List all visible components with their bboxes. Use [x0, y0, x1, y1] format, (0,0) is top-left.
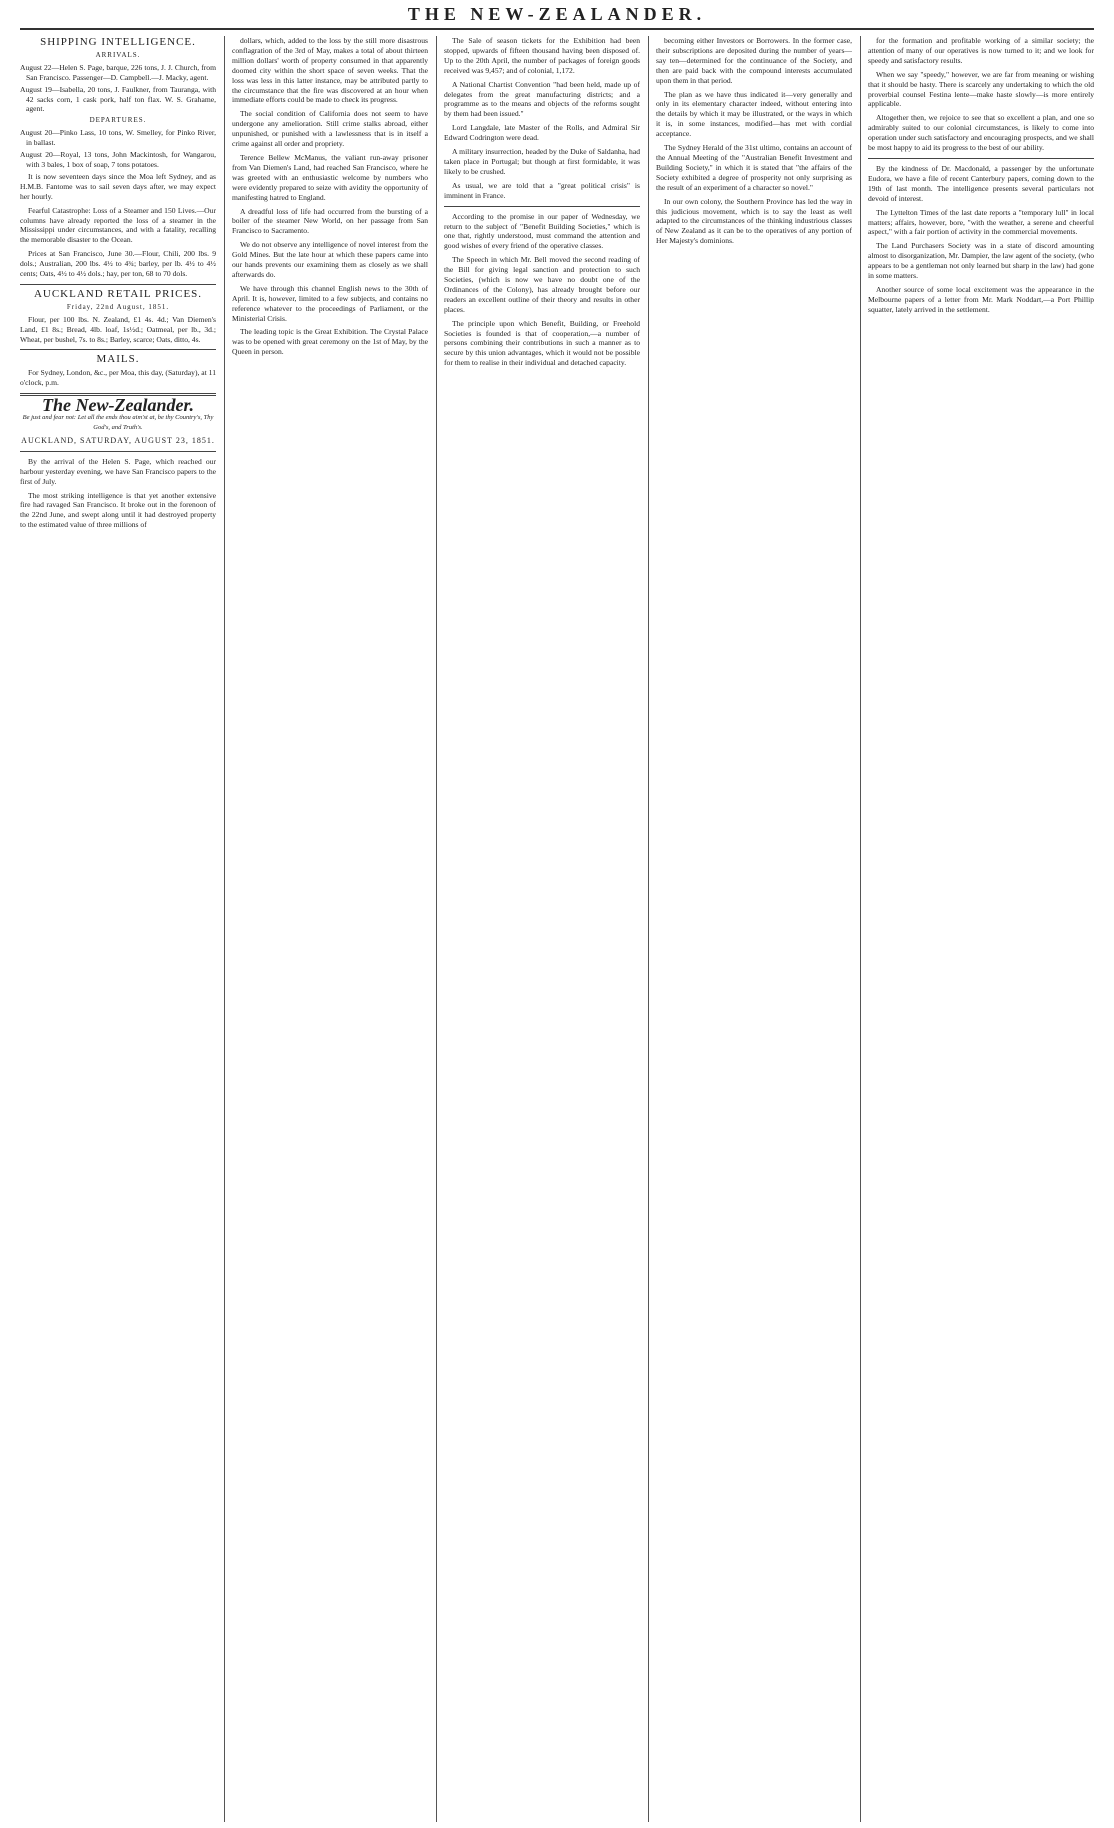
article-paragraph: A military insurrection, headed by the Duke of Saldanha, had taken place in Portugal; but though at first formidable, it was likely to be crushed.: [444, 147, 640, 176]
column-3: [444, 36, 640, 1822]
departures-title: DEPARTURES.: [89, 116, 147, 125]
column-5: [868, 36, 1094, 1822]
article-paragraph: The Land Purchasers Society was in a state of discord amounting almost to disorganization, Mr. Dampier, the law agent of the society, (who appears to be a gentleman not only learned but sharp in the law) had gone in some matters.: [868, 241, 1094, 281]
column-rule: [860, 36, 861, 1822]
article-paragraph: According to the promise in our paper of Wednesday, we return to the subject of "Benefit Building Societies," which is one that, rightly understood, must command the attention and good wishes of every friend of the operative classes.: [444, 211, 640, 251]
arrival-entry: August 22—Helen S. Page, barque, 226 tons, J. J. Church, from San Francisco. Passenger—D. Campbell.—J. Macky, agent.: [20, 62, 216, 82]
departure-entry: August 20—Royal, 13 tons, John Mackintosh, for Wangarou, with 3 bales, 1 box of soap, 7 tons potatoes.: [20, 150, 216, 169]
article-paragraph: We do not observe any intelligence of novel interest from the Gold Mines. But the late hour at which these papers came into our hands prevents our examining them as closely as we shall afterwards do.: [232, 240, 428, 279]
article-paragraph: The Lyttelton Times of the last date reports a "temporary lull" in local matters; affairs, however, bore, "with the weather, a serene and cheerful aspect," with a fair portion of activity in the commercial movements.: [868, 207, 1094, 237]
newspaper-columns: [20, 36, 1094, 1822]
article-paragraph: becoming either Investors or Borrowers. In the former case, their subscriptions are deposited during the number of years—say ten—determined for the continuance of the Society, and then are paid back with the compound interests accumulated upon them in that period.: [656, 36, 852, 85]
lead-paragraph: By the arrival of the Helen S. Page, which reached our harbour yesterday evening, we have San Francisco papers to the first of July.: [20, 456, 216, 486]
article-paragraph: The leading topic is the Great Exhibition. The Crystal Palace was to be opened with great ceremony on the 1st of May, by the Queen in person.: [232, 327, 428, 357]
column-rule: [224, 36, 225, 1822]
mails-paragraph: For Sydney, London, &c., per Moa, this day, (Saturday), at 11 o'clock, p.m.: [20, 368, 216, 388]
article-paragraph: The Sydney Herald of the 31st ultimo, contains an account of the Annual Meeting of the "Australian Benefit Investment and Building Society," in which it is stated that "the affairs of the Society exhibited a degree of prosperity not only surprising as the result of an experiment of a character so novel.": [656, 143, 852, 192]
lead-paragraph-2: The most striking intelligence is that yet another extensive fire had ravaged San Francisco. It broke out in the forenoon of the 22nd June, and swept along until it had destroyed property to the estimated value of three millions of: [20, 490, 216, 530]
column-1: [20, 36, 216, 1822]
retail-prices-title: AUCKLAND RETAIL PRICES.: [33, 287, 203, 300]
paper-title: The New-Zealander.: [42, 395, 194, 416]
departure-entry: August 20—Pinko Lass, 10 tons, W. Smelley, for Pinko River, in ballast.: [20, 128, 216, 148]
article-paragraph: Terence Bellew McManus, the valiant run-away prisoner from Van Diemen's Land, had reached San Francisco, where he was greeted with an enthusiastic welcome by numbers who were evidently prepared to seize with avidity the opportunity of manifesting hatred to England.: [232, 152, 428, 202]
prices-paragraph: Prices at San Francisco, June 30.—Flour, Chili, 200 lbs. 9 dols.; Australian, 200 lbs. 4½ to 4¾; barley, per lb. 4½ to 4½ cents; Oats, 4½ to 4½ dols.; hay, per ton, 68 to 70 dols.: [20, 249, 216, 279]
retail-paragraph: Flour, per 100 lbs. N. Zealand, £1 4s. 4d.; Van Diemen's Land, £1 8s.; Bread, 4lb. loaf, 1s½d.; Oatmeal, per lb., 3d.; Wheat, per bushel, 7s. to 8s.; Barley, scarce; Oats, ditto, 4s.: [20, 314, 216, 344]
shipping-title: SHIPPING INTELLIGENCE.: [40, 36, 196, 48]
article-paragraph: The Speech in which Mr. Bell moved the second reading of the Bill for giving legal sanction and protection to such Societies, (which is now we have no doubt one of the Ordinances of the Colony), has already brought before our readers an excellent outline of their theory and results in other places.: [444, 255, 640, 314]
article-paragraph: We have through this channel English news to the 30th of April. It is, however, limited to a few subjects, and contains no reference whatever to the proceedings of Parliament, or the Ministerial Crisis.: [232, 283, 428, 323]
column-rule: [648, 36, 649, 1822]
divider: [20, 284, 216, 285]
divider: [20, 349, 216, 350]
article-paragraph: for the formation and profitable working of a similar society; the attention of many of our operatives is now turned to it; and we look for speedy and satisfactory results.: [868, 36, 1094, 65]
column-2: [232, 36, 428, 1822]
column-rule: [436, 36, 437, 1822]
article-paragraph: dollars, which, added to the loss by the still more disastrous conflagration of the 3rd of May, makes a total of about thirteen million dollars' worth of property consumed in that apparently doomed city within the short space of seven weeks. That the loss was less in this latter instance, may be attributed partly to the circumstance that the fire was discovered at an hour when immediate efforts could be made to check its progress.: [232, 36, 428, 105]
article-paragraph: Lord Langdale, late Master of the Rolls, and Admiral Sir Edward Codrington were dead.: [444, 123, 640, 143]
news-paragraph: It is now seventeen days since the Moa left Sydney, and as H.M.B. Fantome was to sail seven days after, we may expect her hourly.: [20, 171, 216, 201]
article-paragraph: A dreadful loss of life had occurred from the bursting of a boiler of the steamer New World, on her passage from San Francisco to Sacramento.: [232, 206, 428, 236]
article-paragraph: As usual, we are told that a "great political crisis" is imminent in France.: [444, 180, 640, 200]
arrival-entry: August 19—Isabella, 20 tons, J. Faulkner, from Tauranga, with 42 sacks corn, 1 cask pork, half ton flax. W. S. Grahame, agent.: [20, 84, 216, 114]
masthead: THE NEW-ZEALANDER.: [20, 0, 1094, 30]
divider: [444, 206, 640, 207]
divider: [20, 451, 216, 452]
article-paragraph: In our own colony, the Southern Province has led the way in this judicious movement, which is to say the least as well adapted to the circumstances of the thinking industrious classes of New Zealand as it can be to the operatives of any portion of Her Majesty's dominions.: [656, 196, 852, 246]
motto: Be just and fear not: Let all the ends thou aim'st at, be thy Country's, Thy God's, and Truth's.: [22, 414, 214, 431]
article-paragraph: Altogether then, we rejoice to see that so excellent a plan, and one so admirably suited to our colonial circumstances, is likely to come into operation under such satisfactory and encouraging prospects, and we shall be most happy to aid its progress to the best of our ability.: [868, 113, 1094, 153]
retail-date: Friday, 22nd August, 1851.: [66, 302, 170, 311]
divider: [868, 158, 1094, 159]
article-paragraph: When we say "speedy," however, we are far from meaning or wishing that it should be hasty. There is scarcely any undertaking to which the old proverbial counsel Festina lente—make haste slowly—is more entirely applicable.: [868, 69, 1094, 109]
dateline: AUCKLAND, SATURDAY, AUGUST 23, 1851.: [21, 435, 215, 445]
article-paragraph: The Sale of season tickets for the Exhibition had been stopped, upwards of fifteen thousand having been disposed of. Up to the 20th April, the number of packages of foreign goods received was 9,457; and of colonial, 1,172.: [444, 36, 640, 75]
article-paragraph: A National Chartist Convention "had been held, made up of delegates from the great manufacturing districts; and a programme as to the means and objects of the reforms sought by them had been issued.": [444, 79, 640, 119]
article-paragraph: Another source of some local excitement was the appearance in the Melbourne papers of a letter from Mr. Mark Noddart,—a Port Phillip squatter, lately arrived in the settlement.: [868, 284, 1094, 314]
article-paragraph: The social condition of California does not seem to have undergone any amelioration. Still crime stalks abroad, either unpunished, or punished with a lawlessness that is in itself a crime against all order and propriety.: [232, 109, 428, 149]
article-paragraph: By the kindness of Dr. Macdonald, a passenger by the unfortunate Eudora, we have a file of recent Canterbury papers, coming down to the 19th of last month. The intelligence presents several particulars not devoid of interest.: [868, 163, 1094, 203]
catastrophe-paragraph: Fearful Catastrophe: Loss of a Steamer and 150 Lives.—Our columns have already reported the loss of a steamer in the Mississippi under circumstances, and with a fatality, recalling the memorable disaster to the Ocean.: [20, 205, 216, 245]
article-paragraph: The principle upon which Benefit, Building, or Freehold Societies is founded is that of cooperation,—a number of persons combining their contributions in such a manner as to secure by this union advantages, which it would not be possible for them to realise in their individual and detached capacity.: [444, 318, 640, 368]
arrivals-title: ARRIVALS.: [95, 50, 141, 59]
article-paragraph: The plan as we have thus indicated it—very generally and only in its elementary character indeed, without entering into the details by which it may be illustrated, or the ways in which it is, in some instances, modified—has met with cordial acceptance.: [656, 89, 852, 139]
column-4: [656, 36, 852, 1822]
mails-title: MAILS.: [96, 353, 140, 366]
